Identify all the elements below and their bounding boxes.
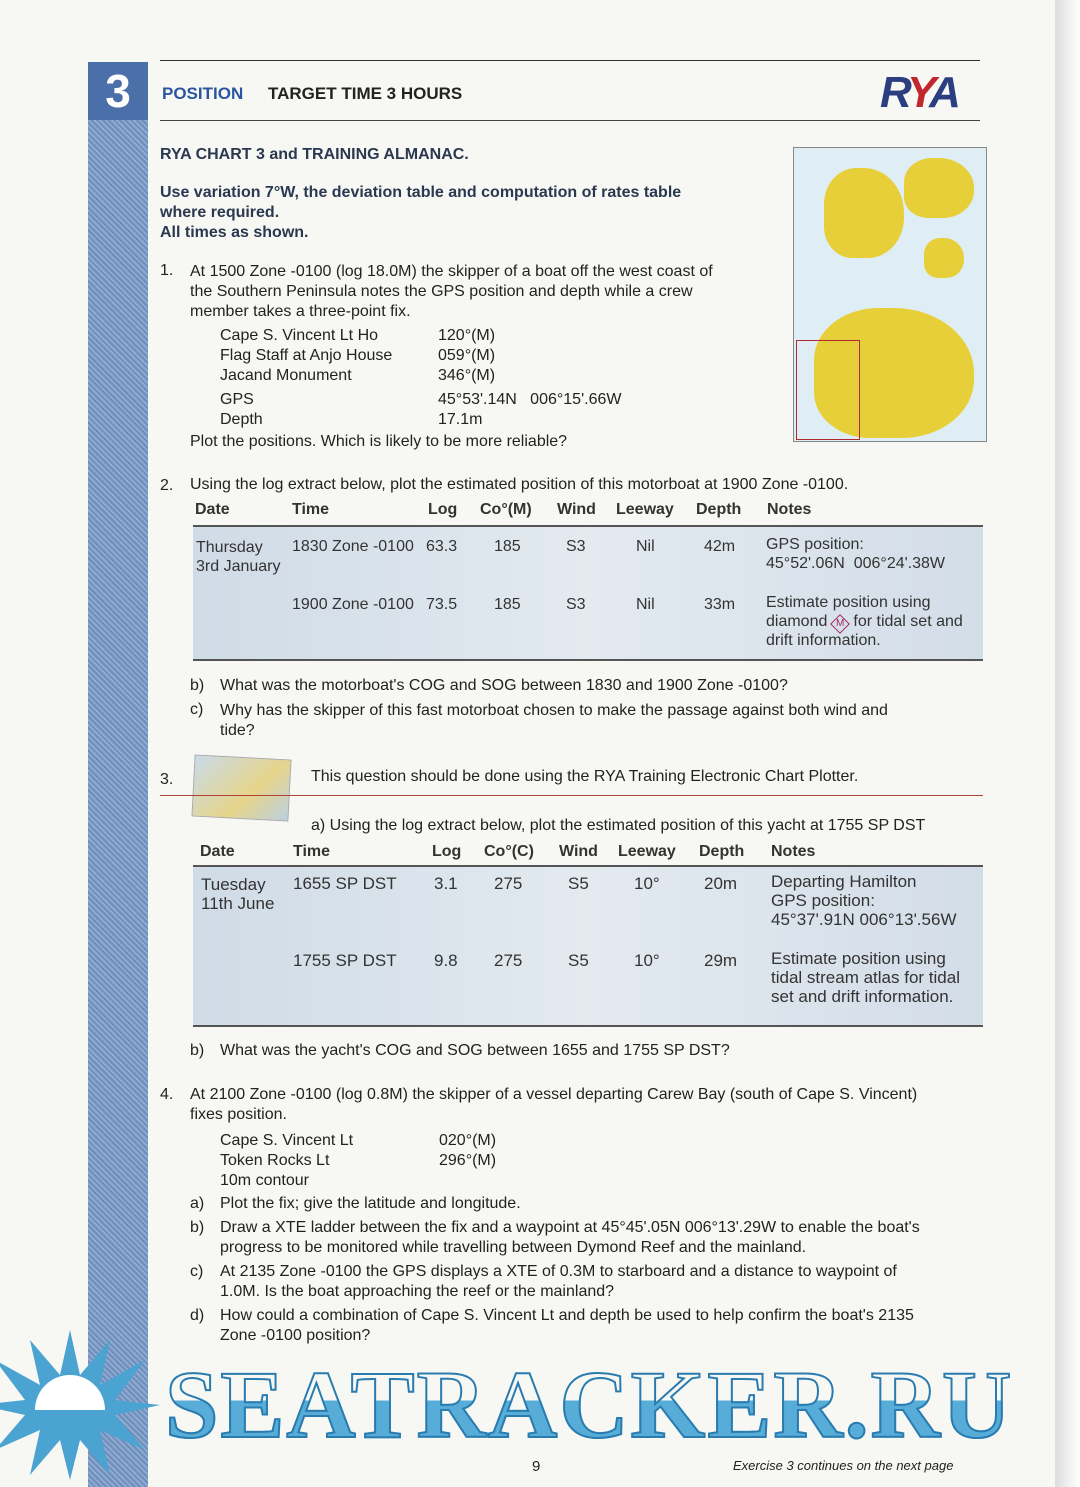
cell-time: 1830 Zone -0100: [292, 538, 414, 555]
note-line: 45°52'.06N 006°24'.38W: [766, 555, 946, 572]
q4-bearings: [220, 1131, 353, 1191]
q1-text: [190, 262, 713, 322]
cell-leeway: 10°: [634, 874, 660, 893]
cell-leeway: Nil: [636, 596, 655, 613]
cell-depth: 33m: [704, 596, 736, 613]
column-header: Notes: [771, 843, 816, 860]
instruction-line: Use variation 7°W, the deviation table and computation of rates table: [160, 184, 682, 201]
bearing-label: Depth: [220, 411, 263, 428]
note-line: Departing Hamilton: [771, 872, 917, 891]
cell-date: 11th June: [201, 894, 275, 913]
cell-wind: S5: [568, 951, 589, 970]
part-label: b): [190, 677, 205, 694]
q1-values: [438, 326, 621, 430]
column-header: Time: [293, 843, 331, 860]
divider: [160, 120, 980, 121]
bearing-label: 10m contour: [220, 1172, 309, 1189]
cell-date: 3rd January: [196, 558, 281, 575]
cell-notes: [766, 593, 963, 650]
note-line: GPS position:: [766, 536, 864, 553]
part-label: a): [190, 1195, 205, 1212]
text-line: tide?: [220, 722, 255, 739]
section-stripe: [88, 62, 148, 1487]
cell-depth: 42m: [704, 538, 736, 555]
bearing-label: Flag Staff at Anjo House: [220, 347, 393, 364]
note-line: Estimate position using: [766, 594, 931, 611]
cell-wind: S5: [568, 874, 589, 893]
q3-text: This question should be done using the RYA Training Electronic Chart Plotter.: [311, 768, 859, 785]
note-line: 45°37'.91N 006°13'.56W: [771, 910, 957, 929]
text-line: At 2100 Zone -0100 (log 0.8M) the skipper of a vessel departing Carew Bay (south of Cape S. Vincent): [190, 1086, 918, 1103]
cell-course: 185: [494, 538, 521, 555]
q4-text: [190, 1085, 917, 1125]
text-line: Plot the fix; give the latitude and longitude.: [220, 1195, 521, 1212]
column-header: Date: [195, 501, 230, 518]
text-line: How could a combination of Cape S. Vincent Lt and depth be used to help confirm the boat's 2135: [220, 1307, 914, 1324]
text-line: At 2135 Zone -0100 the GPS displays a XTE of 0.3M to starboard and a distance to waypoint of: [220, 1263, 897, 1280]
q3b-text: What was the yacht's COG and SOG between 1655 and 1755 SP DST?: [220, 1042, 730, 1059]
column-header: Wind: [557, 501, 596, 518]
column-header: Depth: [699, 843, 745, 860]
diamond-letter: M: [836, 618, 845, 629]
cell-wind: S3: [566, 538, 586, 555]
q1-bearings: [220, 326, 392, 430]
column-header: Date: [200, 843, 235, 860]
note-line: diamond: [766, 613, 828, 630]
text-line: fixes position.: [190, 1106, 287, 1123]
column-header: Co°(M): [480, 501, 532, 518]
text-line: member takes a three-point fix.: [190, 303, 411, 320]
cell-depth: 20m: [704, 874, 738, 893]
text-line: Why has the skipper of this fast motorboat chosen to make the passage against both wind and: [220, 702, 888, 719]
bearing-label: Token Rocks Lt: [220, 1152, 330, 1169]
chart-plotter-thumbnail: [191, 755, 291, 822]
cell-log: 9.8: [434, 951, 458, 970]
column-header: Leeway: [618, 843, 676, 860]
log-table-body: [193, 525, 983, 661]
cell-wind: S3: [566, 596, 586, 613]
log-table-body: [193, 865, 983, 1027]
instruction-line: All times as shown.: [160, 224, 309, 241]
bearing-label: Cape S. Vincent Lt: [220, 1132, 354, 1149]
continues-note: Exercise 3 continues on the next page: [733, 1458, 954, 1473]
cell-time: 1900 Zone -0100: [292, 596, 414, 613]
cell-course: 185: [494, 596, 521, 613]
question-number: 3.: [160, 771, 174, 788]
part-label: d): [190, 1307, 205, 1324]
gps-value: 45°53'.14N 006°15'.66W: [438, 391, 622, 408]
cell-date: Tuesday: [201, 875, 266, 894]
table-row: [196, 538, 281, 576]
instruction-line: where required.: [160, 204, 280, 221]
text-line: At 1500 Zone -0100 (log 18.0M) the skipper of a boat off the west coast of: [190, 263, 713, 280]
cell-log: 63.3: [426, 538, 458, 555]
q4-parts: [190, 1194, 990, 1346]
cell-date: Thursday: [196, 539, 263, 556]
cell-leeway: 10°: [634, 951, 660, 970]
part-label: c): [190, 1263, 204, 1280]
cell-depth: 29m: [704, 951, 738, 970]
bearing-value: 059°(M): [438, 347, 496, 364]
bearing-label: Cape S. Vincent Lt Ho: [220, 327, 379, 344]
text-line: progress to be monitored while travelling between Dymond Reef and the mainland.: [220, 1239, 807, 1256]
column-header: Notes: [767, 501, 812, 518]
cell-notes: [766, 535, 945, 573]
column-header: Log: [432, 843, 462, 860]
column-header: Time: [292, 501, 330, 518]
q3a-text: a) Using the log extract below, plot the estimated position of this yacht at 1755 SP DST: [311, 817, 926, 834]
page-edge: [1055, 0, 1080, 1487]
q1-question: Plot the positions. Which is likely to be more reliable?: [190, 433, 568, 450]
cell-course: 275: [494, 951, 523, 970]
bearing-value: 120°(M): [438, 327, 496, 344]
cell-log: 3.1: [434, 874, 458, 893]
rya-logo: RYA: [880, 68, 957, 117]
target-time: TARGET TIME 3 HOURS: [268, 84, 463, 103]
section-number: 3: [88, 62, 148, 120]
column-header: Co°(C): [484, 843, 534, 860]
cell-time: 1655 SP DST: [293, 874, 397, 893]
column-header: Leeway: [616, 501, 674, 518]
cell-log: 73.5: [426, 596, 458, 613]
part-label: b): [190, 1219, 205, 1236]
cell-notes: [771, 872, 957, 929]
text-line: the Southern Peninsula notes the GPS position and depth while a crew: [190, 283, 693, 300]
column-header: Depth: [696, 501, 742, 518]
q2c-text: [220, 701, 888, 741]
note-line: GPS position:: [771, 891, 875, 910]
bearing-label: Jacand Monument: [220, 367, 352, 384]
bearing-label: GPS: [220, 391, 254, 408]
question-number: 1.: [160, 262, 174, 279]
watermark-sun-icon: [0, 1330, 160, 1480]
q4-values: [439, 1131, 496, 1171]
divider: [160, 795, 983, 796]
watermark-text: SEATRACKER.RU: [165, 1351, 1014, 1458]
part-label: c): [190, 701, 204, 718]
q2b-text: What was the motorboat's COG and SOG between 1830 and 1900 Zone -0100?: [220, 677, 788, 694]
question-number: 4.: [160, 1086, 174, 1103]
section-title: POSITION: [162, 84, 244, 103]
note-line: Estimate position using: [771, 949, 946, 968]
table-row: [201, 875, 274, 913]
page-number: 9: [532, 1458, 541, 1475]
question-number: 2.: [160, 477, 174, 494]
note-line: for tidal set and: [853, 613, 963, 630]
text-line: Zone -0100 position?: [220, 1327, 371, 1344]
text-line: Draw a XTE ladder between the fix and a waypoint at 45°45'.05N 006°13'.29W to enable the boat's: [220, 1219, 920, 1236]
cell-time: 1755 SP DST: [293, 951, 397, 970]
cell-course: 275: [494, 874, 523, 893]
note-line: set and drift information.: [771, 987, 954, 1006]
note-line: drift information.: [766, 632, 881, 649]
q2-text: Using the log extract below, plot the estimated position of this motorboat at 1900 Zone -0100.: [190, 476, 849, 493]
depth-value: 17.1m: [438, 411, 483, 428]
column-header: Log: [428, 501, 458, 518]
divider: [160, 60, 980, 61]
cell-leeway: Nil: [636, 538, 655, 555]
note-line: tidal stream atlas for tidal: [771, 968, 960, 987]
intro-instructions: [160, 183, 681, 243]
text-line: 1.0M. Is the boat approaching the reef or the mainland?: [220, 1283, 615, 1300]
intro-title: RYA CHART 3 and TRAINING ALMANAC.: [160, 146, 469, 163]
bearing-value: 296°(M): [439, 1152, 497, 1169]
part-label: b): [190, 1042, 205, 1059]
column-header: Wind: [559, 843, 598, 860]
bearing-value: 020°(M): [439, 1132, 497, 1149]
chart-thumbnail: [793, 147, 987, 442]
bearing-value: 346°(M): [438, 367, 496, 384]
cell-notes: [771, 949, 960, 1006]
